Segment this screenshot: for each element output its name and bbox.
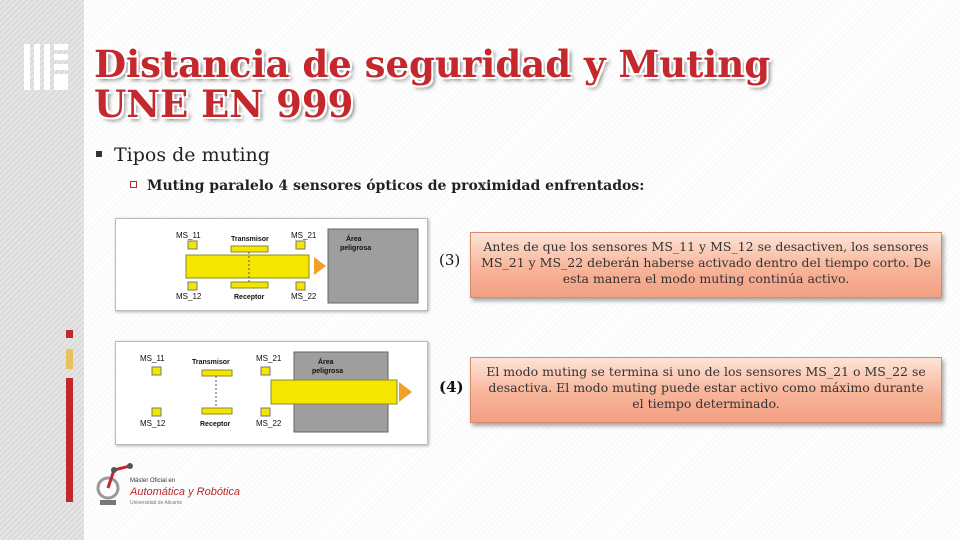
bullet-level1 xyxy=(96,144,270,166)
bullet-square-icon xyxy=(96,151,102,157)
area-label-1: Área xyxy=(346,236,362,243)
muting-diagram-4 xyxy=(115,341,428,445)
sensor-ms22 xyxy=(261,408,270,416)
light-beam xyxy=(271,380,397,404)
sensor-ms21 xyxy=(296,241,305,249)
sensor-ms12 xyxy=(152,408,161,416)
slide-title-line1: Distancia de seguridad y Muting xyxy=(94,42,771,86)
sensor-ms21 xyxy=(261,367,270,375)
label-ms21: MS_21 xyxy=(291,231,317,240)
direction-arrow xyxy=(314,257,326,275)
bullet-level2-text: Muting paralelo 4 sensores ópticos de proximidad enfrentados: xyxy=(147,178,645,194)
bullet-level1-text: Tipos de muting xyxy=(114,144,270,166)
danger-area xyxy=(328,229,418,303)
label-ms21: MS_21 xyxy=(256,354,282,363)
label-ms22: MS_22 xyxy=(256,419,282,428)
sensor-ms22 xyxy=(296,282,305,290)
logo-text-line3: Universidad de Alicante xyxy=(130,500,183,506)
direction-arrow xyxy=(399,382,412,402)
accent-bar-gold xyxy=(66,349,73,369)
bullet-hollow-square-icon xyxy=(130,181,137,188)
label-ms12: MS_12 xyxy=(140,419,166,428)
sensor-ms11 xyxy=(152,367,161,375)
transmitter-bar xyxy=(231,246,268,252)
label-ms22: MS_22 xyxy=(291,292,317,301)
explanation-note-3: Antes de que los sensores MS_11 y MS_12 se desactiven, los sensores MS_21 y MS_22 deberán haberse activado dentro del tiempo corto. De esta manera el modo muting continúa activo. xyxy=(470,232,942,298)
label-transmisor: Transmisor xyxy=(192,359,230,366)
label-receptor: Receptor xyxy=(200,421,231,428)
sensor-ms11 xyxy=(188,241,197,249)
logo-text-line2: Automática y Robótica xyxy=(130,486,241,498)
receiver-bar xyxy=(202,408,232,414)
receiver-bar xyxy=(231,282,268,288)
area-label-1: Área xyxy=(318,359,334,366)
label-transmisor: Transmisor xyxy=(231,236,269,243)
accent-bar-red-small xyxy=(66,330,73,338)
label-ms12: MS_12 xyxy=(176,292,202,301)
slide-stack-icon xyxy=(24,44,68,90)
area-label-2: peligrosa xyxy=(312,368,344,375)
label-ms11: MS_11 xyxy=(140,354,165,363)
explanation-note-4: El modo muting se termina si uno de los sensores MS_21 o MS_22 se desactiva. El modo muting puede estar activo como máximo durante el tiempo determinado. xyxy=(470,357,942,423)
muting-diagram-3 xyxy=(115,218,428,311)
logo-text-line1: Máster Oficial en xyxy=(130,478,176,484)
accent-bar-red-long xyxy=(66,378,73,502)
slide-title-line2: UNE EN 999 xyxy=(94,82,354,126)
label-receptor: Receptor xyxy=(234,294,265,301)
transmitter-bar xyxy=(202,370,232,376)
sensor-ms12 xyxy=(188,282,197,290)
area-label-2: peligrosa xyxy=(340,245,372,252)
label-ms11: MS_11 xyxy=(176,231,201,240)
slide-title xyxy=(94,44,894,124)
light-beam xyxy=(186,255,309,278)
bullet-level2 xyxy=(130,178,644,194)
step-label-3: (3) xyxy=(439,251,461,269)
step-label-4: (4) xyxy=(439,378,464,396)
